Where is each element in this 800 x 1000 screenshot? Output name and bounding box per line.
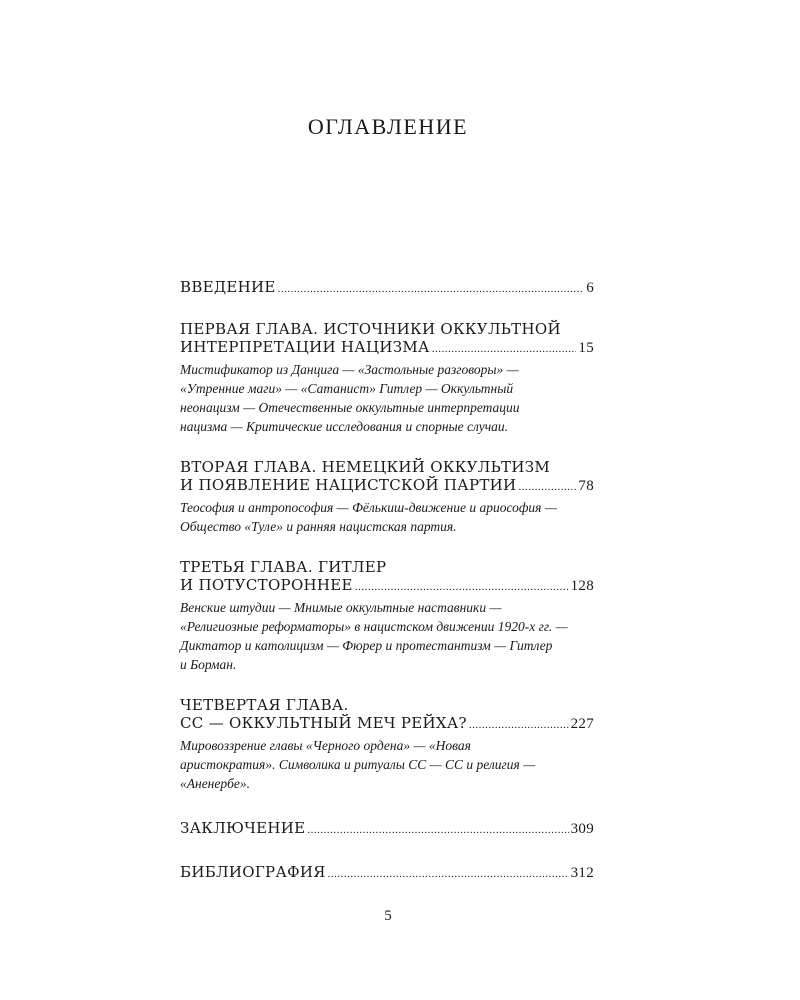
toc-entry-title-line: ТРЕТЬЯ ГЛАВА. ГИТЛЕР	[180, 558, 387, 576]
toc-entry-page: 6	[586, 280, 594, 296]
toc-entry-line	[180, 476, 594, 496]
toc-entry-page: 309	[570, 821, 594, 837]
toc-entry-line	[180, 714, 594, 734]
toc-entry-title-line: ВТОРАЯ ГЛАВА. НЕМЕЦКИЙ ОККУЛЬТИЗМ	[180, 458, 551, 476]
toc-entry-line	[180, 863, 594, 883]
dot-leader	[278, 280, 585, 298]
toc-entry-line	[180, 278, 594, 298]
toc-entry-description: Теософия и антропософия — Фёлькиш-движение и ариософия — Общество «Туле» и ранняя нацистская партия.	[180, 500, 557, 534]
toc-entry-title-line: ЧЕТВЕРТАЯ ГЛАВА.	[180, 696, 349, 714]
toc-entry-title: И ПОЯВЛЕНИЕ НАЦИСТСКОЙ ПАРТИИ	[180, 476, 517, 494]
toc-entry-title: ЗАКЛЮЧЕНИЕ	[180, 819, 306, 837]
toc-entry-chapter-2[interactable]	[180, 458, 594, 536]
toc-entry-line	[180, 819, 594, 839]
toc-entry-page: 78	[578, 478, 594, 494]
toc-entry-title: ИНТЕРПРЕТАЦИИ НАЦИЗМА	[180, 338, 430, 356]
toc-entry-page: 15	[578, 340, 594, 356]
dot-leader	[469, 716, 569, 734]
page-number: 5	[384, 908, 392, 924]
toc-entry-page: 128	[570, 578, 594, 594]
toc-entry-description: Мировоззрение главы «Черного ордена» — «Новая аристократия». Символика и ритуалы СС — СС и религия — «Аненербе».	[180, 738, 536, 791]
toc-entry-line	[180, 576, 594, 596]
page-title: ОГЛАВЛЕНИЕ	[307, 114, 469, 139]
dot-leader	[307, 821, 568, 839]
toc-entry-chapter-3[interactable]	[180, 558, 594, 674]
toc-entry-chapter-1[interactable]	[180, 320, 594, 436]
toc-entry-page: 227	[570, 716, 594, 732]
toc-entry-title: ВВЕДЕНИЕ	[180, 278, 276, 296]
toc-entry-page: 312	[570, 865, 594, 881]
toc-entry-title: БИБЛИОГРАФИЯ	[180, 863, 326, 881]
table-of-contents	[180, 272, 594, 883]
dot-leader	[518, 478, 576, 496]
toc-entry-introduction[interactable]	[180, 278, 594, 298]
toc-entry-line	[180, 338, 594, 358]
toc-entry-description: Мистификатор из Данцига — «Застольные разговоры» — «Утренние маги» — «Сатанист» Гитлер — Оккультный неонацизм — Отечественные оккультные интерпретации нацизма — Критические исследования и спорные случаи.	[180, 362, 520, 434]
toc-entry-description: Венские штудии — Мнимые оккультные наставники — «Религиозные реформаторы» в нацистском движении 1920-х гг. — Диктатор и католицизм — Фюрер и протестантизм — Гитлер и Борман.	[180, 600, 568, 672]
dot-leader	[328, 865, 569, 883]
dot-leader	[355, 578, 569, 596]
toc-entry-title: СС — ОККУЛЬТНЫЙ МЕЧ РЕЙХА?	[180, 714, 467, 732]
toc-entry-chapter-4[interactable]	[180, 696, 594, 793]
toc-entry-title: И ПОТУСТОРОННЕЕ	[180, 576, 353, 594]
dot-leader	[432, 340, 577, 358]
toc-entry-bibliography[interactable]	[180, 863, 594, 883]
toc-entry-title-line: ПЕРВАЯ ГЛАВА. ИСТОЧНИКИ ОККУЛЬТНОЙ	[180, 320, 561, 338]
toc-entry-conclusion[interactable]	[180, 819, 594, 839]
